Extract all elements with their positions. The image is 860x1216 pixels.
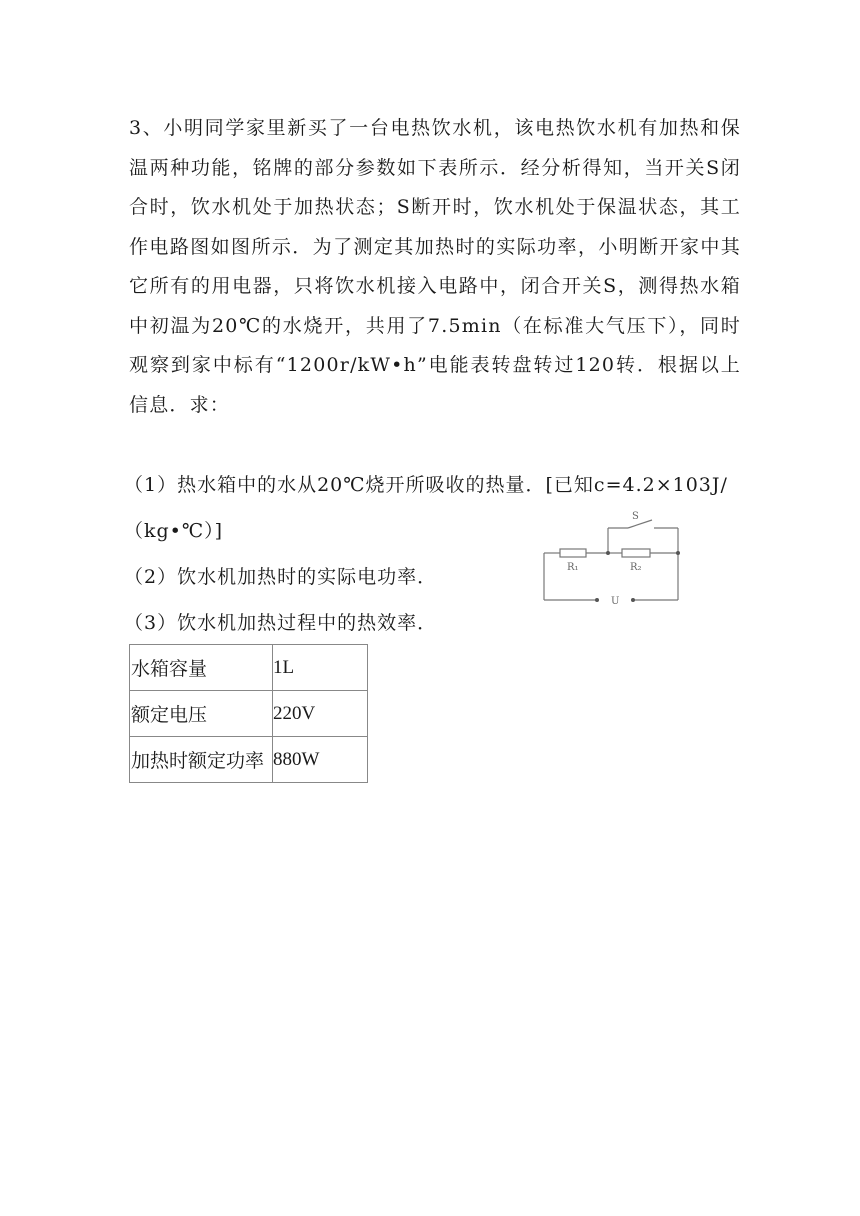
spec-label: 加热时额定功率 — [130, 737, 273, 783]
resistor-r2 — [622, 549, 650, 557]
spec-value: 1L — [273, 645, 368, 691]
subquestion-3: （3）饮水机加热过程中的热效率． — [124, 612, 438, 634]
spec-value: 880W — [273, 737, 368, 783]
spec-value: 220V — [273, 691, 368, 737]
subquestion-2: （2）饮水机加热时的实际电功率． — [124, 566, 438, 588]
subquestion-1-line-2: （kg•℃）] — [124, 520, 224, 542]
resistor-r1 — [560, 549, 586, 557]
question-text: 3、小明同学家里新买了一台电热饮水机，该电热饮水机有加热和保温两种功能，铭牌的部分参数如下表所示．经分析得知，当开关S闭合时，饮水机处于加热状态；S断开时，饮水机处于保温状态，其工作电路图如图所示．为了测定其加热时的实际功率，小明断开家中其它所有的用电器，只将饮水机接入电路中，闭合开关S，测得热水箱中初温为20℃的水烧开，共用了7.5min（在标准大气压下），同时观察到家中标有“1200r/kW•h”电能表转盘转过120转．根据以上信息．求： — [129, 117, 741, 416]
spec-table — [129, 644, 368, 783]
junction-left — [606, 551, 610, 555]
circuit-diagram — [540, 508, 690, 610]
terminal-left — [595, 598, 599, 602]
terminal-right — [631, 598, 635, 602]
subquestion-1-line-1: （1）热水箱中的水从20℃烧开所吸收的热量．[已知c=4.2×103J/ — [124, 474, 728, 496]
table-row — [130, 645, 368, 691]
r1-label: R₁ — [567, 562, 579, 573]
switch-label: S — [632, 511, 639, 522]
table-row — [130, 737, 368, 783]
junction-right — [676, 551, 680, 555]
table-row — [130, 691, 368, 737]
source-label: U — [611, 596, 620, 607]
spec-label: 额定电压 — [130, 691, 273, 737]
r2-label: R₂ — [630, 562, 642, 573]
spec-label: 水箱容量 — [130, 645, 273, 691]
